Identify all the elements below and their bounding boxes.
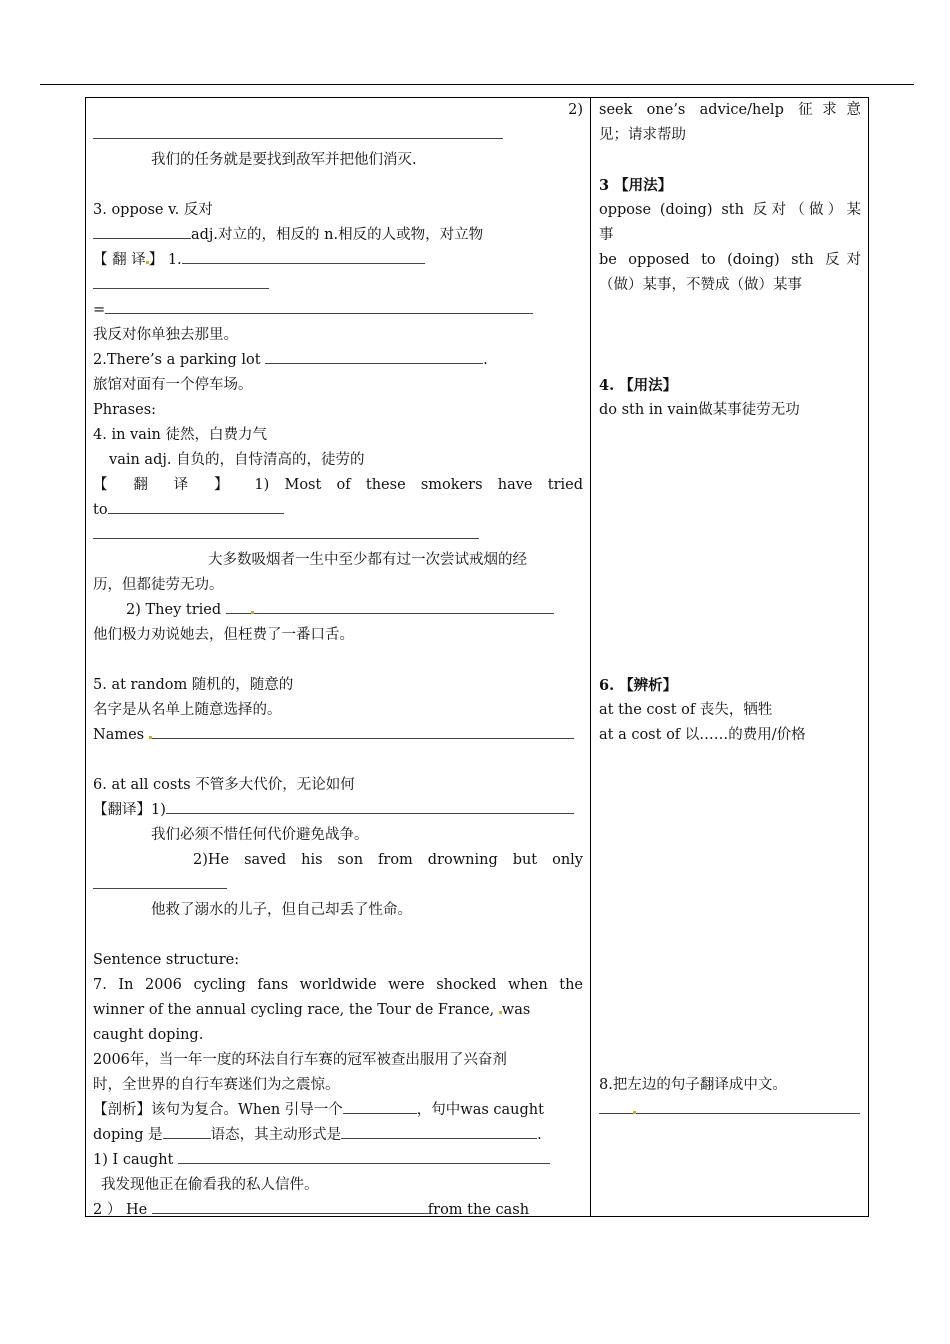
- answer-line: [93, 298, 583, 323]
- translate-line: [93, 798, 583, 823]
- fill-blank[interactable]: [166, 799, 574, 814]
- sentence-start: 2) They tried: [126, 602, 222, 618]
- fill-blank[interactable]: [599, 1099, 633, 1114]
- usage-oppose: oppose (doing) sth 反对（做）某: [599, 202, 861, 218]
- analysis-text: 【剖析】该句为复合。When 引导一个: [93, 1102, 343, 1118]
- fill-blank[interactable]: [178, 1149, 550, 1164]
- fill-blank[interactable]: [254, 599, 554, 614]
- example-sentence: 7. In 2006 cycling fans worldwide were shocked when the: [93, 977, 583, 993]
- fill-blank[interactable]: [636, 1099, 860, 1114]
- chinese-prompt: 我们必须不惜任何代价避免战争。: [151, 827, 369, 843]
- sentence-line: [93, 348, 583, 373]
- task-8-instruction: 8.把左边的句子翻译成中文。: [599, 1077, 787, 1093]
- vocab-line: [93, 223, 583, 248]
- sentence-part: was: [501, 1002, 531, 1018]
- fill-blank[interactable]: [152, 1199, 428, 1214]
- chinese-prompt: 旅馆对面有一个停车场。: [93, 377, 253, 393]
- note-seek-advice: seek one’s advice/help 征求意: [599, 102, 861, 118]
- answer-line[interactable]: [93, 873, 583, 898]
- chinese-prompt: 他救了溺水的儿子，但自己却丢了性命。: [151, 902, 412, 918]
- column-divider: [590, 97, 591, 1217]
- chinese-translation: 2006年，当一年一度的环法自行车赛的冠军被查出服用了兴奋剂: [93, 1052, 507, 1068]
- phrase-at-all-costs: 6. at all costs 不管多大代价，无论如何: [93, 777, 355, 793]
- usage-oppose-cont: 事: [599, 227, 614, 243]
- fill-blank[interactable]: [163, 1124, 211, 1139]
- vocab-definition: adj.对立的，相反的 n.相反的人或物，对立物: [191, 227, 484, 243]
- analysis-text: ，句中was caught: [416, 1102, 544, 1118]
- answer-line[interactable]: [93, 123, 583, 148]
- fill-blank[interactable]: [93, 224, 191, 239]
- period: .: [537, 1127, 542, 1143]
- chinese-prompt: 我反对你单独去那里。: [93, 327, 238, 343]
- usage-be-opposed-cont: （做）某事，不赞成（做）某事: [599, 277, 802, 293]
- chinese-prompt: 大多数吸烟者一生中至少都有过一次尝试戒烟的经: [208, 552, 527, 568]
- word-to: to: [93, 502, 108, 518]
- usage-heading-3: 3 【用法】: [599, 177, 673, 194]
- right-column: [599, 98, 861, 1123]
- analysis-text: doping 是: [93, 1127, 163, 1143]
- sentence-start: Names: [93, 727, 145, 743]
- translate-label: 【翻译】1): [93, 802, 166, 818]
- sentence-part: winner of the annual cycling race, the Tour de France,: [93, 1002, 495, 1018]
- usage-heading-4: 4. 【用法】: [599, 377, 678, 394]
- period: .: [483, 352, 488, 368]
- left-column: [93, 98, 583, 1223]
- section-heading: Phrases:: [93, 402, 157, 418]
- sentence-end: from the cash: [427, 1202, 530, 1218]
- translate-num: 】 1.: [148, 252, 182, 268]
- note-at-the-cost-of: at the cost of 丧失，牺牲: [599, 702, 773, 718]
- analysis-line: [93, 1098, 583, 1123]
- note-seek-advice-cont: 见；请求帮助: [599, 127, 686, 143]
- translate-prompt: 2)He saved his son from drowning but only: [193, 852, 583, 868]
- answer-line[interactable]: [93, 523, 583, 548]
- fill-blank[interactable]: [226, 599, 251, 614]
- phrase-at-random: 5. at random 随机的，随意的: [93, 677, 294, 693]
- chinese-prompt: 我发现他正在偷看我的私人信件。: [101, 1177, 319, 1193]
- analysis-line: [93, 1123, 583, 1148]
- section-heading: Sentence structure:: [93, 952, 240, 968]
- analysis-heading-6: 6. 【辨析】: [599, 677, 678, 694]
- translate-line: [93, 248, 583, 273]
- chinese-prompt: 我们的任务就是要找到敌军并把他们消灭.: [151, 152, 417, 168]
- fill-blank[interactable]: [152, 724, 574, 739]
- usage-be-opposed: be opposed to (doing) sth 反对: [599, 252, 861, 268]
- equals-sign: =: [93, 302, 106, 318]
- answer-line[interactable]: [93, 273, 583, 298]
- translate-prompt: 【 翻 译 】 1) Most of these smokers have tried: [93, 477, 583, 493]
- sentence-line: [93, 723, 583, 748]
- sentence-line: [93, 598, 583, 623]
- phrase-in-vain: 4. in vain 徒然，白费力气: [93, 427, 267, 443]
- fill-blank[interactable]: [105, 299, 533, 314]
- fill-blank[interactable]: [182, 249, 425, 264]
- answer-line: [599, 1098, 861, 1123]
- chinese-prompt: 历，但都徒劳无功。: [93, 577, 224, 593]
- fill-blank[interactable]: [343, 1099, 417, 1114]
- sentence-line: [93, 1148, 583, 1173]
- vocab-vain: vain adj. 自负的，自恃清高的，徒劳的: [109, 452, 365, 468]
- sentence-start: 1) I caught: [93, 1152, 174, 1168]
- chinese-translation: 时，全世界的自行车赛迷们为之震惊。: [93, 1077, 340, 1093]
- note-at-a-cost-of: at a cost of 以……的费用/价格: [599, 727, 806, 743]
- vocab-oppose: 3. oppose v. 反对: [93, 202, 213, 218]
- example-sentence: caught doping.: [93, 1027, 204, 1043]
- example-sentence: [93, 998, 583, 1023]
- answer-line: [93, 498, 583, 523]
- sentence-start: 2.There’s a parking lot: [93, 352, 261, 368]
- sentence-line: [93, 1198, 583, 1223]
- analysis-text: 语态，其主动形式是: [210, 1127, 342, 1143]
- translate-label: 【 翻 译: [93, 252, 146, 268]
- fill-blank[interactable]: [265, 349, 483, 364]
- item-2-label: 2): [568, 102, 583, 118]
- fill-blank[interactable]: [341, 1124, 537, 1139]
- fill-blank[interactable]: [108, 499, 284, 514]
- chinese-prompt: 他们极力劝说她去，但枉费了一番口舌。: [93, 627, 354, 643]
- sentence-start: 2 ） He: [93, 1202, 148, 1218]
- header-rule: [40, 84, 914, 85]
- chinese-prompt: 名字是从名单上随意选择的。: [93, 702, 282, 718]
- usage-in-vain: do sth in vain做某事徒劳无功: [599, 402, 800, 418]
